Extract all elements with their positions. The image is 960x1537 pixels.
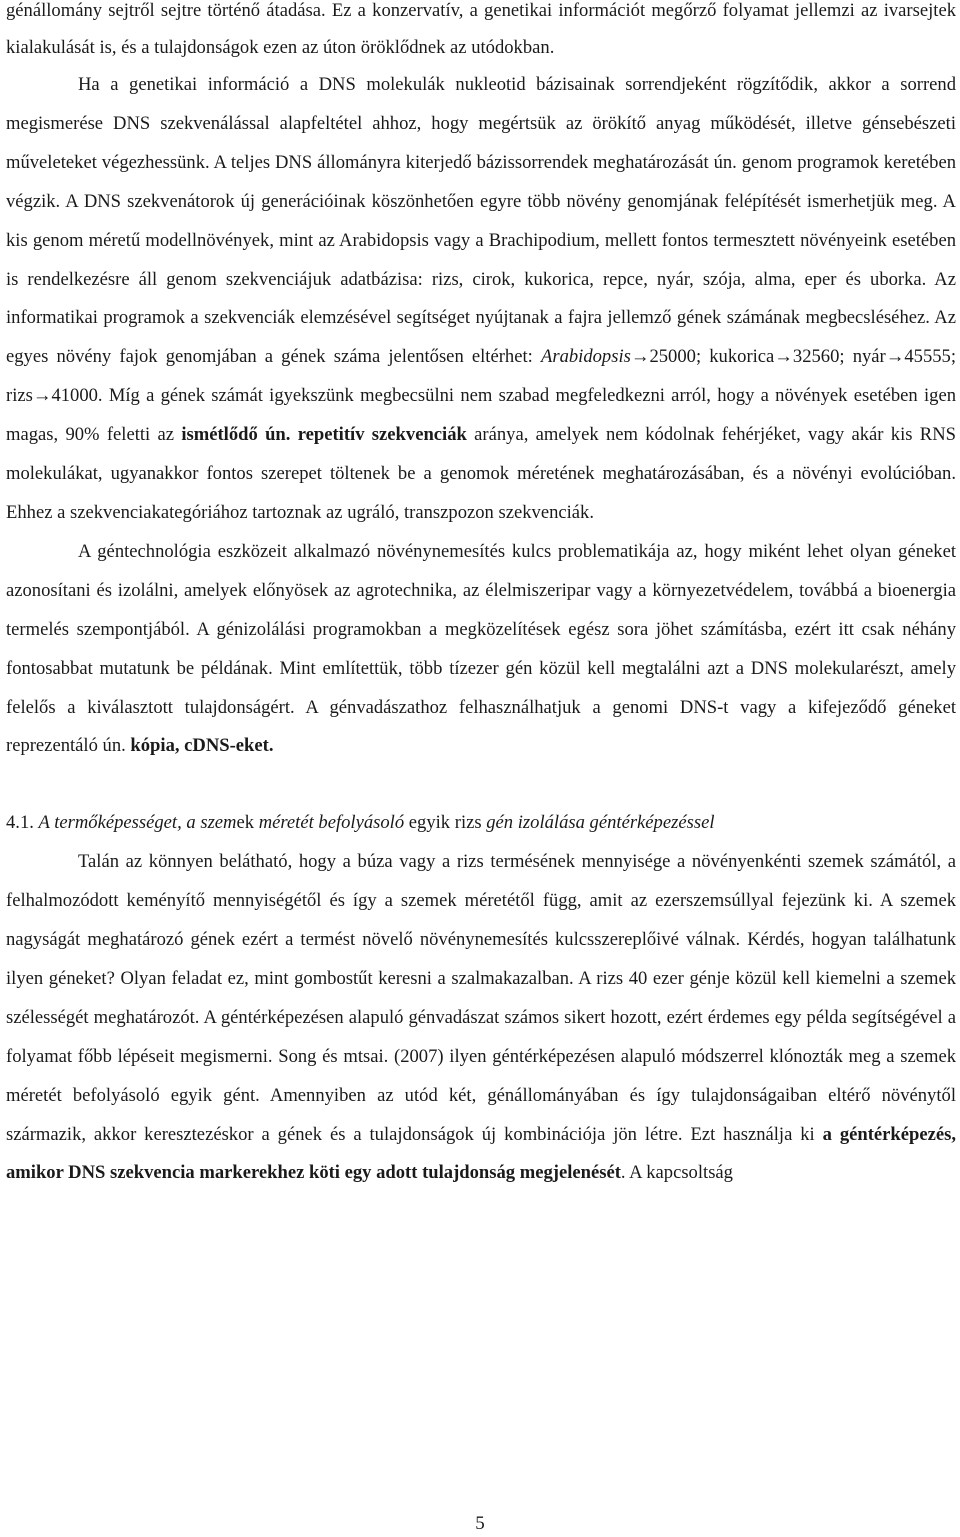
heading-plain-1: ek xyxy=(236,812,259,834)
heading-italic-1: A termőképességet, a szem xyxy=(38,812,237,834)
paragraph-4 xyxy=(6,843,956,1193)
paragraph-2-text-3: aránya, amelyek nem kódolnak fehérjéket, vagy akár kis RNS molekulákat, ugyanakkor fontos szerepet töltenek be a genomok méretének meghatározásában, és a növényi evolúcióban. Ehhez a szekvenciakategóriához tartoznak az ugráló, transzpozon szekvenciák. xyxy=(6,424,956,523)
document-page xyxy=(6,0,956,1193)
paragraph-2-text-2: →25000; kukorica→32560; nyár→45555; rizs→41000. Míg a gének számát igyekszünk megbecsülni nem szabad megfeledkezni arról, hogy a növények esetében igen magas, 90% feletti az xyxy=(6,346,956,446)
page-number: 5 xyxy=(475,1513,485,1534)
repetitive-sequences-term: ismétlődő ún. repetitív szekvenciák xyxy=(181,424,467,446)
cdna-term: kópia, cDNS-eket. xyxy=(130,735,274,757)
paragraph-2-text-1: Ha a genetikai információ a DNS molekulák nukleotid bázisainak sorrendjeként rögzítődik, akkor a sorrend megismerése DNS szekvenálással alapfeltétel ahhoz, hogy megértsük az örökítő anyag működését, illetve génsebészeti műveleteket végezhessünk. A teljes DNS állományra kiterjedő bázissorrendek meghatározását ún. genom programok keretében végzik. A DNS szekvenátorok új generációinak köszönhetően egyre több növény genomjának felépítését ismerhetjük meg. A kis genom méretű modellnövények, mint az Arabidopsis vagy a Brachipodium, mellett fontos termesztett növényeink esetében is rendelkezésre áll genom szekvenciájuk adatbázisa: rizs, cirok, kukorica, repce, nyár, szója, alma, eper és uborka. Az informatikai programok a szekvenciák elemzésével segítséget nyújtanak a fajra jellemző gének számának megbecsléséhez. Az egyes növény fajok genomjában a gének száma jelentősen eltérhet: xyxy=(6,74,956,368)
section-spacer xyxy=(6,766,956,804)
paragraph-1-text: génállomány sejtről sejtre történő átadása. Ez a konzervatív, a genetikai információt megőrző folyamat jellemzi az ivarsejtek kialakulását is, és a tulajdonságok ezen az úton öröklődnek az utódokban. xyxy=(6,0,956,58)
arabidopsis-term: Arabidopsis xyxy=(540,346,631,368)
section-number: 4.1. xyxy=(6,812,39,834)
paragraph-3-text: A géntechnológia eszközeit alkalmazó növénynemesítés kulcs problematikája az, hogy miként lehet olyan géneket azonosítani és izolálni, amelyek előnyösek az agrotechnika, az élelmiszeripar vagy a környezetvédelem, továbbá a bioenergia termelés szempontjából. A génizolálási programokban a megközelítések egész sora jöhet számításba, ezért itt csak néhány fontosabbat mutatunk be példának. Mint említettük, több tízezer gén közül kell megtalálni azt a DNS molekularészt, amely felelős a kiválasztott tulajdonságért. A génvadászathoz felhasználhatjuk a genomi DNS-t vagy a kifejeződő géneket reprezentáló ún. xyxy=(6,540,956,757)
paragraph-4-text-1: Talán az könnyen belátható, hogy a búza vagy a rizs termésének mennyisége a növényenkénti szemek számától, a felhalmozódott keményítő mennyiségétől és így a szemek méretétől függ, amit az ezerszemsúllyal fejezünk ki. A szemek nagyságát meghatározó gének ezért a termést növelő növénynemesítés kulcsszereplőivé válnak. Kérdés, hogyan találhatunk ilyen géneket? Olyan feladat ez, mint gombostűt keresni a szalmakazalban. A rizs 40 ezer génje közül kell kiemelni a szemek szélességét meghatározót. A géntérképezésen alapuló génvadászat számos sikert hozott, ezért érdemes egy példa segítségével a folyamat főbb lépéseit megismerni. Song és mtsai. (2007) ilyen géntérképezésen alapuló módszerrel klónozták meg a szemek méretét befolyásoló egyik gént. Amennyiben az utód két, génállományában és így tulajdonságaiban eltérő növénytől származik, akkor keresztezéskor a gének és a tulajdonságok új kombinációja jön létre. Ezt használja ki xyxy=(6,851,956,1145)
heading-italic-2: méretét befolyásoló xyxy=(258,812,405,834)
gene-mapping-definition: a géntérképezés, amikor DNS szekvencia markerekhez köti egy adott tulajdonság megjelenését xyxy=(6,1123,956,1184)
paragraph-1 xyxy=(6,0,956,66)
heading-italic-3: gén izolálása géntérképezéssel xyxy=(486,812,715,834)
heading-plain-2: egyik rizs xyxy=(404,812,487,834)
paragraph-2 xyxy=(6,66,956,533)
section-heading xyxy=(6,804,956,843)
paragraph-3 xyxy=(6,533,956,766)
paragraph-4-text-2: . A kapcsoltság xyxy=(620,1162,733,1184)
